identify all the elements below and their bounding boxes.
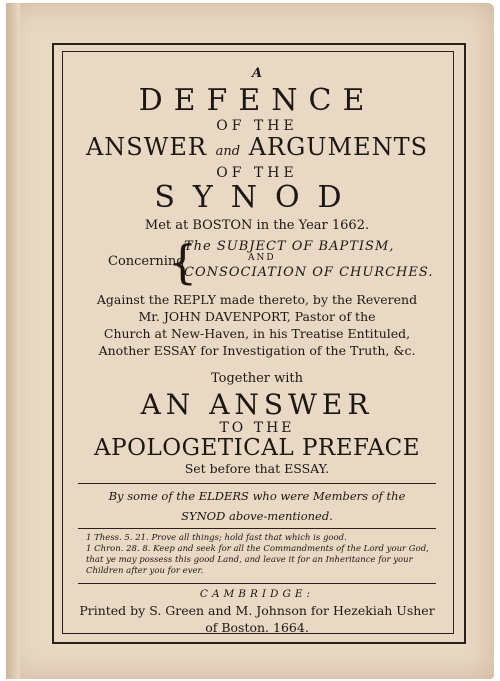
reference-chronicles: 1 Chron. 28. 8. Keep and seek for all the Commandments of the Lord your God, that ye may possess this good Land, and leave it for an Inheritance for your Children after you for ever.: [86, 544, 429, 576]
concerning-and: AND: [248, 253, 276, 263]
scripture-references: [86, 533, 434, 577]
set-before-essay: Set before that ESSAY.: [184, 461, 330, 476]
elders-line-1: By some of the ELDERS who were Members of the: [108, 489, 406, 503]
title-page-content: [66, 66, 448, 636]
apologetical-preface: APOLOGETICAL PREFACE: [94, 435, 420, 461]
divider-1: [78, 483, 436, 484]
concerning-block: [66, 235, 448, 291]
imprint-place-year: of Boston. 1664.: [205, 620, 309, 635]
title-of-the-1: OF THE: [216, 118, 298, 134]
met-at-boston: Met at BOSTON in the Year 1662.: [144, 218, 370, 233]
title-answer: ANSWER: [85, 133, 207, 161]
against-line-1: Against the REPLY made thereto, by the Reverend: [96, 292, 418, 307]
title-article: A: [251, 66, 263, 81]
reference-thessalonians: 1 Thess. 5. 21. Prove all things; hold fast that which is good.: [86, 533, 347, 543]
elders-line-2: SYNOD above-mentioned.: [181, 509, 333, 523]
an-answer: AN ANSWER: [140, 388, 374, 421]
imprint-city: CAMBRIDGE:: [199, 588, 315, 600]
against-line-4: Another ESSAY for Investigation of the Truth, &c.: [98, 343, 416, 358]
title-synod: SYNOD: [154, 180, 360, 215]
consociation-of-churches: CONSOCIATION OF CHURCHES.: [184, 265, 434, 280]
divider-3: [78, 583, 436, 584]
title-defence: DEFENCE: [138, 83, 376, 118]
together-with: Together with: [210, 371, 304, 386]
divider-2: [78, 528, 436, 529]
title-answer-arguments: [66, 134, 448, 165]
title-arguments: ARGUMENTS: [248, 133, 429, 161]
subject-of-baptism: The SUBJECT OF BAPTISM,: [184, 239, 395, 254]
against-line-3: Church at New-Haven, in his Treatise Entituled,: [103, 326, 411, 341]
against-line-2: Mr. JOHN DAVENPORT, Pastor of the: [138, 309, 376, 324]
to-the: TO THE: [219, 420, 295, 436]
title-and: and: [215, 144, 241, 159]
brace-ornament: {: [168, 235, 198, 289]
page-spine-shadow: [6, 3, 20, 679]
title-of-the-2: OF THE: [216, 165, 298, 181]
imprint-printers: Printed by S. Green and M. Johnson for Hezekiah Usher: [79, 603, 435, 618]
concerning-label: Concerning: [108, 254, 185, 269]
